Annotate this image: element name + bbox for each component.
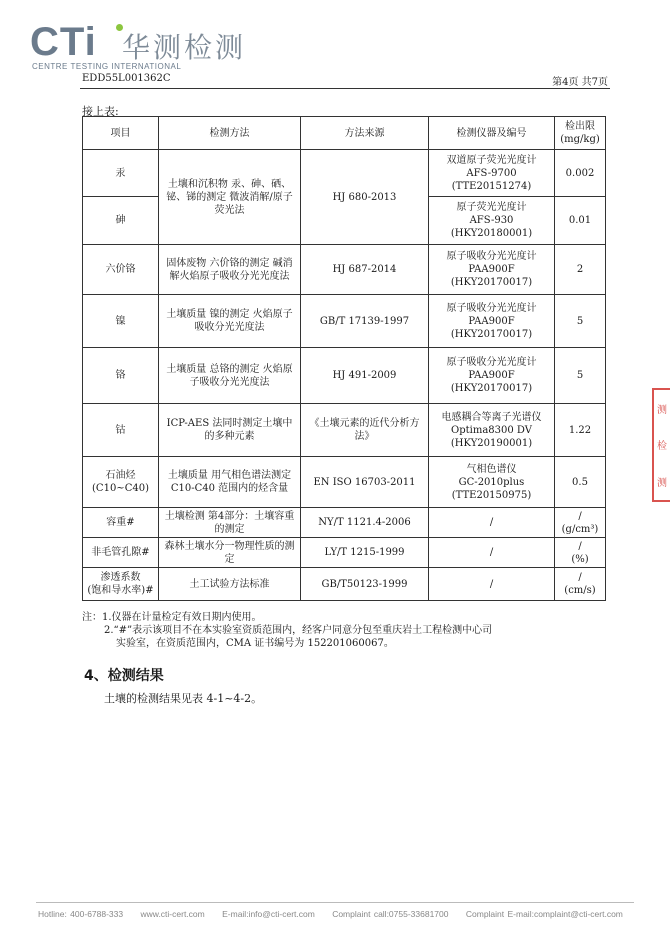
cell-limit: / (g/cm³) — [555, 508, 606, 538]
cell-instrument: 原子荧光光度计 AFS-930 (HKY20180001) — [429, 197, 555, 245]
cell-instrument: 双道原子荧光光度计 AFS-9700 (TTE20151274) — [429, 150, 555, 197]
cell-item: 渗透系数 (饱和导水率)# — [83, 568, 159, 601]
cell-item: 非毛管孔隙# — [83, 538, 159, 568]
cell-instrument: 原子吸收分光光度计 PAA900F (HKY20170017) — [429, 348, 555, 404]
cell-limit: / (cm/s) — [555, 568, 606, 601]
header-method: 检测方法 — [159, 117, 301, 150]
table-row — [83, 348, 606, 404]
table-row — [83, 568, 606, 601]
cell-method: ICP-AES 法同时测定土壤中的多种元素 — [159, 404, 301, 457]
cell-item: 石油烃 (C10~C40) — [83, 457, 159, 508]
cell-source: EN ISO 16703-2011 — [301, 457, 429, 508]
cell-limit: 5 — [555, 348, 606, 404]
cell-item: 六价铬 — [83, 245, 159, 295]
continue-label: 接上表: — [82, 105, 119, 118]
cell-method: 土壤检测 第4部分：土壤容重的测定 — [159, 508, 301, 538]
header-item: 项目 — [83, 117, 159, 150]
header-instrument: 检测仪器及编号 — [429, 117, 555, 150]
cell-item: 汞 — [83, 150, 159, 197]
seal-stamp — [652, 388, 670, 502]
section-title: 4、检测结果 — [84, 668, 164, 684]
stamp-char-2: 检 — [657, 441, 667, 453]
footer-divider — [36, 902, 634, 903]
table-row — [83, 245, 606, 295]
method-table — [82, 116, 606, 601]
note-2: 2.“#”表示该项目不在本实验室资质范围内，经客户同意分包至重庆岩土工程检测中心司 — [104, 625, 493, 636]
cell-method: 固体废物 六价铬的测定 碱消解火焰原子吸收分光光度法 — [159, 245, 301, 295]
note-2-continued: 实验室，在资质范围内，CMA 证书编号为 152201060067。 — [116, 638, 394, 649]
cell-instrument: / — [429, 538, 555, 568]
cell-method: 土壤质量 用气相色谱法测定 C10-C40 范围内的烃含量 — [159, 457, 301, 508]
logo-cn-text: 华测检测 — [122, 31, 247, 64]
table-notes — [82, 611, 612, 650]
cell-source: HJ 680-2013 — [301, 150, 429, 245]
footer-email: E-mail:info@cti-cert.com — [222, 909, 315, 919]
cell-item: 容重# — [83, 508, 159, 538]
cell-source: GB/T 17139-1997 — [301, 295, 429, 348]
cell-instrument: 原子吸收分光光度计 PAA900F (HKY20170017) — [429, 295, 555, 348]
cell-source: LY/T 1215-1999 — [301, 538, 429, 568]
cell-limit: 0.01 — [555, 197, 606, 245]
footer-web: www.cti-cert.com — [140, 909, 205, 919]
note-1: 注：1.仪器在计量检定有效日期内使用。 — [82, 612, 262, 623]
cell-method: 土壤质量 镍的测定 火焰原子吸收分光光度法 — [159, 295, 301, 348]
cell-instrument: / — [429, 508, 555, 538]
report-number: EDD55L001362C — [82, 73, 171, 84]
cell-item: 钴 — [83, 404, 159, 457]
page-number: 第4页 共7页 — [552, 77, 608, 88]
cell-item: 铬 — [83, 348, 159, 404]
cell-limit: 2 — [555, 245, 606, 295]
cell-limit: 1.22 — [555, 404, 606, 457]
cell-method: 土壤质量 总铬的测定 火焰原子吸收分光光度法 — [159, 348, 301, 404]
cell-limit: 0.002 — [555, 150, 606, 197]
stamp-char-3: 测 — [657, 478, 667, 490]
cell-limit: 0.5 — [555, 457, 606, 508]
cell-method: 土壤和沉积物 汞、砷、硒、铋、锑的测定 微波消解/原子荧光法 — [159, 150, 301, 245]
table-row — [83, 457, 606, 508]
cell-source: 《土壤元素的近代分析方法》 — [301, 404, 429, 457]
logo-subtitle: CENTRE TESTING INTERNATIONAL — [32, 62, 182, 71]
page-footer — [38, 909, 637, 919]
cell-item: 砷 — [83, 197, 159, 245]
cell-method: 土工试验方法标准 — [159, 568, 301, 601]
cell-limit: 5 — [555, 295, 606, 348]
cell-method: 森林土壤水分一物理性质的测定 — [159, 538, 301, 568]
cell-source: NY/T 1121.4-2006 — [301, 508, 429, 538]
header-limit: 检出限 (mg/kg) — [555, 117, 606, 150]
section-body: 土壤的检测结果见表 4-1~4-2。 — [104, 692, 263, 705]
table-row — [83, 404, 606, 457]
table-header-row — [83, 117, 606, 150]
cell-source: HJ 491-2009 — [301, 348, 429, 404]
cell-instrument: / — [429, 568, 555, 601]
stamp-char-1: 测 — [657, 404, 667, 416]
cell-instrument: 原子吸收分光光度计 PAA900F (HKY20170017) — [429, 245, 555, 295]
header-divider — [80, 88, 610, 89]
table-row — [83, 150, 606, 197]
footer-complaint-call: Complaint call:0755-33681700 — [332, 909, 449, 919]
footer-hotline: Hotline: 400-6788-333 — [38, 909, 124, 919]
table-row — [83, 508, 606, 538]
cell-instrument: 电感耦合等离子光谱仪 Optima8300 DV (HKY20190001) — [429, 404, 555, 457]
company-logo — [30, 20, 247, 71]
cell-item: 镍 — [83, 295, 159, 348]
cell-source: HJ 687-2014 — [301, 245, 429, 295]
table-row — [83, 538, 606, 568]
cell-source: GB/T50123-1999 — [301, 568, 429, 601]
logo-main-text: CTi — [30, 20, 97, 64]
header-source: 方法来源 — [301, 117, 429, 150]
cell-limit: / (%) — [555, 538, 606, 568]
footer-complaint-email: Complaint E-mail:complaint@cti-cert.com — [465, 909, 623, 919]
cell-instrument: 气相色谱仪 GC-2010plus (TTE20150975) — [429, 457, 555, 508]
table-row — [83, 295, 606, 348]
